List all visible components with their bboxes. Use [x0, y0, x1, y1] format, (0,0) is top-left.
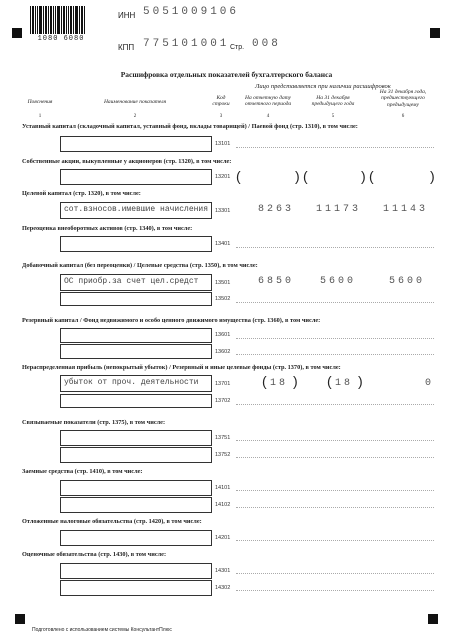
value-current: 8263	[258, 204, 295, 215]
indicator-name-field[interactable]	[60, 447, 212, 463]
section-heading: Резервный капитал / Фонд недвижимого и особо ценного движимого имущества (стр. 1360), в том числе:	[22, 317, 321, 324]
row-code: 13601	[215, 332, 231, 338]
open-paren: (	[327, 373, 332, 389]
open-paren: (	[262, 373, 267, 389]
indicator-name-field[interactable]: ОС приобр.за счет цел.средст	[60, 274, 212, 291]
barcode	[30, 6, 92, 44]
row-code: 13702	[215, 398, 231, 404]
indicator-name-field[interactable]	[60, 430, 212, 446]
value-cells	[236, 338, 434, 339]
inn-label: ИНН	[118, 11, 136, 20]
value-prev-year: 18	[335, 378, 354, 389]
value-cells	[236, 540, 434, 541]
section-heading: Отложенные налоговые обязательства (стр. 1420), в том числе:	[22, 518, 202, 525]
registration-mark	[15, 614, 25, 624]
section-heading: Связываемые показатели (стр. 1375), в том числе:	[22, 419, 166, 426]
row-code: 13502	[215, 296, 231, 302]
inn-value: 5051009106	[143, 6, 240, 18]
value-cells	[236, 507, 434, 508]
value-cells	[236, 590, 434, 591]
footer-note: Подготовлено с использованием системы КонсультантПлюс	[32, 627, 172, 633]
barcode-bars	[30, 6, 92, 34]
value-prev-year: 11173	[316, 204, 362, 215]
column-header-prev-prev-year: На 31 декабря года, предшествующего предыдущему	[379, 89, 427, 108]
close-paren: )	[361, 168, 366, 184]
close-paren: )	[358, 373, 363, 389]
value-cells	[236, 490, 434, 491]
row-code: 14302	[215, 585, 231, 591]
value-cells	[236, 440, 434, 441]
close-paren: )	[295, 168, 300, 184]
column-header-code: Код строки	[212, 95, 230, 108]
indicator-name-field[interactable]	[60, 480, 212, 496]
row-code: 13602	[215, 349, 231, 355]
indicator-name-field[interactable]	[60, 344, 212, 359]
open-paren: (	[236, 168, 241, 184]
row-code: 14102	[215, 502, 231, 508]
value-cells	[236, 457, 434, 458]
column-header-notes: Пояснения	[27, 99, 53, 105]
section-heading: Нераспределенная прибыль (непокрытый убыток) / Резервный и иные целевые фонды (стр. 1370), в том числе:	[22, 364, 341, 371]
value-cells	[236, 147, 434, 148]
column-number: 1	[38, 114, 42, 119]
indicator-name-field[interactable]: убыток от проч. деятельности	[60, 375, 212, 392]
row-code: 13701	[215, 381, 231, 387]
close-paren: )	[293, 373, 298, 389]
value-prev-prev-year: 5600	[389, 276, 426, 287]
indicator-name-field[interactable]: сот.взносов.имевшие начисления	[60, 202, 212, 219]
row-code: 13101	[215, 141, 231, 147]
page-title: Расшифровка отдельных показателей бухгалтерского баланса	[120, 70, 333, 79]
column-header-prev-year: На 31 декабря предыдущего года	[311, 95, 355, 108]
registration-mark	[12, 28, 22, 38]
row-code: 13301	[215, 208, 231, 214]
row-code: 14301	[215, 568, 231, 574]
value-current: 6850	[258, 276, 295, 287]
section-heading: Уставный капитал (складочный капитал, уставный фонд, вклады товарищей) / Паевой фонд (стр. 1310), в том числе:	[22, 123, 358, 130]
section-heading: Собственные акции, выкупленные у акционеров (стр. 1320), в том числе:	[22, 158, 232, 165]
indicator-name-field[interactable]	[60, 394, 212, 408]
indicator-name-field[interactable]	[60, 563, 212, 579]
value-prev-prev-year: 11143	[383, 204, 429, 215]
column-number: 3	[219, 114, 223, 119]
row-code: 13751	[215, 435, 231, 441]
kpp-value: 775101001	[143, 38, 230, 50]
section-heading: Добавочный капитал (без переоценки) / Целевые средства (стр. 1350), в том числе:	[22, 262, 258, 269]
row-code: 14101	[215, 485, 231, 491]
open-paren: (	[369, 168, 374, 184]
column-number: 2	[133, 114, 137, 119]
indicator-name-field[interactable]	[60, 497, 212, 513]
indicator-name-field[interactable]	[60, 328, 212, 343]
row-code: 14201	[215, 535, 231, 541]
section-heading: Целевой капитал (стр. 1320), в том числе:	[22, 190, 141, 197]
close-paren: )	[430, 168, 435, 184]
page-number: 008	[252, 38, 281, 50]
barcode-number: 1080 6080	[37, 35, 85, 43]
form-note: Лицо представляется при наличии расшифровок	[255, 83, 391, 90]
value-prev-year: 5600	[320, 276, 357, 287]
column-header-name: Наименование показателя	[103, 99, 167, 105]
value-prev-prev-year: 0	[425, 378, 435, 389]
column-number: 5	[331, 114, 335, 119]
indicator-name-field[interactable]	[60, 236, 212, 252]
indicator-name-field[interactable]	[60, 136, 212, 152]
page-label: Стр.	[230, 44, 245, 51]
registration-mark	[428, 614, 438, 624]
indicator-name-field[interactable]	[60, 292, 212, 306]
column-number: 4	[266, 114, 270, 119]
value-cells	[236, 302, 434, 303]
value-current: 18	[270, 378, 289, 389]
section-heading: Оценочные обязательства (стр. 1430), в том числе:	[22, 551, 167, 558]
kpp-label: КПП	[118, 43, 135, 52]
section-heading: Переоценка внеоборотных активов (стр. 1340), в том числе:	[22, 225, 193, 232]
indicator-name-field[interactable]	[60, 169, 212, 185]
row-code: 13752	[215, 452, 231, 458]
indicator-name-field[interactable]	[60, 530, 212, 546]
value-cells	[236, 354, 434, 355]
registration-mark	[430, 28, 440, 38]
indicator-name-field[interactable]	[60, 580, 212, 596]
column-header-current: На отчетную дату отчетного периода	[244, 95, 292, 108]
row-code: 13401	[215, 241, 231, 247]
value-cells	[236, 404, 434, 405]
section-heading: Заемные средства (стр. 1410), в том числе:	[22, 468, 143, 475]
open-paren: (	[303, 168, 308, 184]
row-code: 13201	[215, 174, 231, 180]
column-number: 6	[401, 114, 405, 119]
value-cells	[236, 247, 434, 248]
value-cells	[236, 573, 434, 574]
row-code: 13501	[215, 280, 231, 286]
